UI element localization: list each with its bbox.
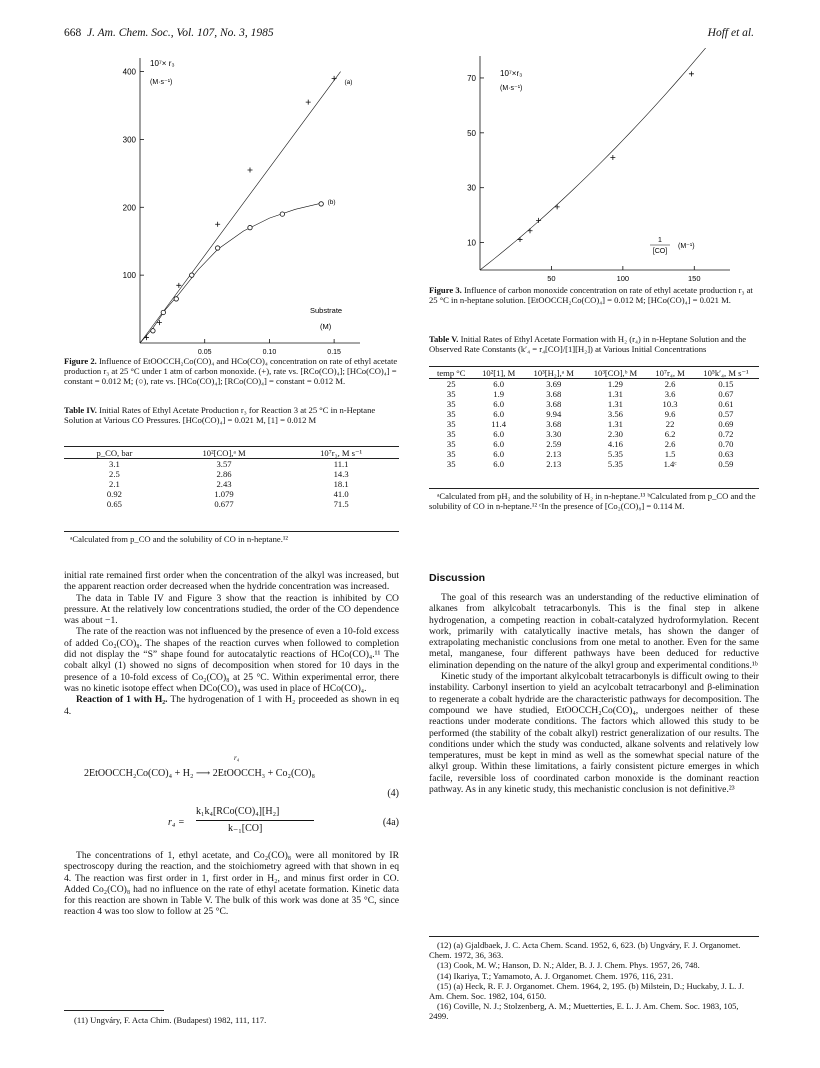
reference-item: (12) (a) Gjaldbaek, J. C. Acta Chem. Scand. 1952, 6, 623. (b) Ungváry, F. J. Organomet. Chem. 1972, 36, 363. <box>429 940 741 961</box>
equation-4-number: (4) <box>387 788 399 799</box>
x-tick-label: 150 <box>688 274 701 283</box>
y-tick-label: 30 <box>467 183 476 193</box>
x-axis-label: Substrate <box>310 306 343 315</box>
x-tick-label: 0.15 <box>327 349 341 356</box>
table4-title <box>64 405 399 425</box>
table5-header-4: 10⁷r₄, M <box>647 368 693 379</box>
x-axis-unit: (M) <box>320 322 332 331</box>
table4-cell: 3.57 <box>216 459 232 469</box>
table5-cell: 2.13 <box>546 459 562 469</box>
series-b-point <box>190 273 194 277</box>
table5-row <box>429 419 759 429</box>
table5-cell: 9.94 <box>546 409 562 419</box>
table5-cell: 1.4ᶜ <box>663 459 677 469</box>
equation-4a-number: (4a) <box>382 817 399 828</box>
table5-cell: 35 <box>446 449 456 459</box>
reference-item: (14) Ikariya, T.; Yamamoto, A. J. Organomet. Chem. 1976, 116, 231. <box>437 970 674 981</box>
table4-row <box>64 499 399 509</box>
table5-row <box>429 439 759 449</box>
equation-4a-denominator: k₋₁[CO] <box>228 823 263 834</box>
table5-cell: 6.0 <box>493 399 505 409</box>
data-point <box>610 155 615 160</box>
table5-cell: 22 <box>665 419 675 429</box>
table5-row <box>429 429 759 439</box>
data-point <box>528 228 533 233</box>
page-header <box>64 27 274 39</box>
footnote-11: (11) Ungváry, F. Acta Chim. (Budapest) 1982, 111, 117. <box>74 1015 267 1025</box>
table5-cell: 5.35 <box>607 459 623 469</box>
table5-title <box>429 334 759 354</box>
table4-cell: 0.677 <box>214 499 234 509</box>
figure3-caption-text: Influence of carbon monoxide concentration on rate of ethyl acetate production r₃ at 25 °C in n-heptane solution. [EtOOCCH₂Co(CO)₄] = 0.012 M; [HCo(CO)₄] = 0.021 M. <box>429 285 753 306</box>
y-tick-label: 10 <box>467 238 476 248</box>
table4-cell: 2.86 <box>216 469 232 479</box>
table5-label: Table V. <box>429 334 459 344</box>
figure2-caption <box>64 356 399 387</box>
x-axis-unit: (M⁻¹) <box>678 243 695 250</box>
left-paragraph-4-text: The hydrogenation of 1 with H₂ proceeded as shown in eq 4. <box>64 694 399 717</box>
table4-cell: 14.3 <box>333 469 349 479</box>
table5-top-rule <box>429 366 759 367</box>
table5-cell: 2.13 <box>546 449 562 459</box>
table5-row <box>429 399 759 409</box>
figure3-chart <box>425 48 765 288</box>
reference-item: (15) (a) Heck, R. F. J. Organomet. Chem. 1964, 2, 195. (b) Milstein, D.; Huckaby, J. L. J. Am. Chem. Soc. 1982, 104, 6150. <box>429 980 744 1002</box>
table4-label: Table IV. <box>64 405 97 415</box>
left-paragraph-2: The data in Table IV and Figure 3 show that the reaction is inhibited by CO pressure. At the relatively low concentrations studied, the order of the CO dependence was about −1. <box>64 592 399 627</box>
table5-cell: 0.57 <box>718 409 734 419</box>
table4-cell: 18.1 <box>333 479 349 489</box>
equation-4-text: 2EtOOCCH₂Co(CO)₄ + H₂ ⟶ 2EtOOCCH₃ + Co₂(CO)₈ <box>84 768 315 779</box>
table5-header-0: temp °C <box>429 368 473 379</box>
table5-cell: 0.63 <box>718 449 734 459</box>
discussion-paragraph-1: The goal of this research was an understanding of the reductive elimination of alkanes from alkylcobalt tetracarbonyls. This is the final step in alkene hydrogenation, a competing reaction in cobalt-catalyzed hydroformylation. Recent work, primarily with catalytically inactive metals, has shown the danger of extrapolating mechanistic conclusions from one metal to another. Even for the same metal, manganese, four different pathways have been deduced for reductive elimination depending on the nature of the alkyl group and experimental conditions.¹ᵇ <box>429 592 759 671</box>
table5-cell: 0.67 <box>718 389 734 399</box>
table5-row <box>429 459 759 469</box>
table5-cell: 3.68 <box>546 389 562 399</box>
table4-cell: 11.1 <box>333 459 349 469</box>
figure2-chart <box>60 48 400 358</box>
y-tick-label: 200 <box>122 203 136 213</box>
table5-bottom-rule <box>429 488 759 489</box>
series-a-fit-line <box>140 72 341 343</box>
table5-cell: 35 <box>446 459 456 469</box>
table5-cell: 6.2 <box>664 429 676 439</box>
series-b-label: (b) <box>327 198 336 206</box>
table5-cell: 35 <box>446 429 456 439</box>
table5-cell: 25 <box>446 379 456 389</box>
table5-header-1: 10²[1], M <box>473 368 523 379</box>
table5-cell: 3.68 <box>546 399 562 409</box>
table4-cell: 71.5 <box>333 499 349 509</box>
equation-4a-lhs: r₄ = <box>168 817 185 828</box>
table5-cell: 2.6 <box>664 379 676 389</box>
table5-cell: 3.68 <box>546 419 562 429</box>
y-axis-unit: (M·s⁻¹) <box>150 79 173 86</box>
table4-bottom-rule <box>64 531 399 532</box>
table5-cell: 35 <box>446 419 456 429</box>
table5-footnote: ᵃCalculated from pH₂ and the solubility of H₂ in n-heptane.¹³ ᵇCalculated from p_CO and the solubility of CO in n-heptane.¹² ᶜIn the presence of [Co₂(CO)₈] = 0.114 M. <box>429 491 756 512</box>
table5-cell: 3.56 <box>607 409 623 419</box>
table5-cell: 11.4 <box>491 419 507 429</box>
table5-cell: 3.6 <box>664 389 676 399</box>
table5-cell: 0.59 <box>718 459 734 469</box>
table5-cell: 0.15 <box>718 379 734 389</box>
table4-cell: 2.1 <box>109 479 120 489</box>
data-point <box>536 218 541 223</box>
y-axis-label: 10⁷× r₃ <box>150 59 175 68</box>
left-paragraph-4 <box>64 694 399 717</box>
table5-cell: 35 <box>446 389 456 399</box>
table5-cell: 3.30 <box>546 429 562 439</box>
x-axis-label-denominator: [CO] <box>652 248 668 255</box>
series-a-point <box>176 283 181 288</box>
table4-cell: 3.1 <box>109 459 120 469</box>
table5-cell: 1.29 <box>607 379 623 389</box>
table5-header-2: 10³[H₂],ᵃ M <box>524 368 584 379</box>
table4-cell: 41.0 <box>333 489 349 499</box>
table5-cell: 6.0 <box>493 409 505 419</box>
table5-cell: 6.0 <box>493 379 505 389</box>
table5-cell: 1.31 <box>607 419 623 429</box>
series-a-label: (a) <box>344 78 353 86</box>
reference-item: (16) Coville, N. J.; Stolzenberg, A. M.; Muetterties, E. L. J. Am. Chem. Soc. 1983, 105, 2499. <box>429 1001 739 1022</box>
table5-cell: 10.3 <box>662 399 678 409</box>
table5-cell: 2.6 <box>664 439 676 449</box>
table5-cell: 2.30 <box>607 429 623 439</box>
equation-4-arrow-label: r₄ <box>234 754 240 762</box>
table5-cell: 1.5 <box>664 449 676 459</box>
table5-cell: 1.31 <box>607 399 623 409</box>
series-a-point <box>332 76 337 81</box>
table5-row <box>429 449 759 459</box>
series-b-point <box>319 202 323 206</box>
equation-4 <box>64 754 399 799</box>
section-heading-h2: Reaction of 1 with H₂. <box>76 694 168 706</box>
table5-cell: 4.16 <box>607 439 623 449</box>
series-b-point <box>280 212 284 216</box>
figure3-caption <box>429 285 759 305</box>
page-number: 668 <box>64 27 82 39</box>
table4-title-text: Initial Rates of Ethyl Acetate Production r₃ for Reaction 3 at 25 °C in n-Heptane Solution at Various CO Pressures. [HCo(CO)₄] = 0.021 M, [1] = 0.012 M <box>64 405 376 426</box>
left-paragraph-1: initial rate remained first order when the concentration of the alkyl was increased, but the apparent reaction order decreased when the hydride concentration was increased. <box>64 570 399 593</box>
y-tick-label: 70 <box>467 73 476 83</box>
discussion-body <box>429 592 759 795</box>
figure2-caption-text: Influence of EtOOCCH₂Co(CO)₄ and HCo(CO)₄ concentration on rate of ethyl acetate production r₃ at 25 °C under 1 atm of carbon monoxide. (+), rate vs. [RCo(CO)₄]; [HCo(CO)₄] = constant = 0.012 M; (○), rate vs. [HCo(CO)₄]; [RCo(CO)₄] = constant = 0.012 M. <box>64 356 398 387</box>
series-a-point <box>248 167 253 172</box>
table4-cell: 2.5 <box>109 469 120 479</box>
table5-cell: 35 <box>446 409 456 419</box>
left-body-text <box>64 570 399 717</box>
x-tick-label: 100 <box>616 274 630 283</box>
table5 <box>429 368 759 469</box>
header-authors: Hoff et al. <box>707 27 754 39</box>
y-axis-label: 10⁷×r₃ <box>500 69 523 78</box>
equation-4a <box>64 806 399 840</box>
x-tick-label: 50 <box>547 274 556 283</box>
table5-cell: 35 <box>446 399 456 409</box>
y-tick-label: 400 <box>122 67 136 77</box>
discussion-paragraph-2: Kinetic study of the important alkylcobalt tetracarbonyls is difficult owing to their instability. Carbonyl insertion to yield an acylcobalt tetracarbonyl and β-elimination to regenerate a cobalt hydride are the characteristic pathways for decomposition. The compound we have studied, EtOOCCH₂Co(CO)₄, undergoes neither of these reactions under moderate conditions. The factors which allowed this study to be performed (the stability of the cobalt alkyl) restrict generalization of our results. The conditions under which the study was conducted, alkane solvents and relatively low temperatures, must be kept in mind as well as the somewhat special nature of the alkyl group. Within these limitations, a fairly consistent picture emerges in which facile, reversible loss of coordinated carbon monoxide is the dominant reaction pathway. As in any kinetic study, this mechanistic conclusion is not definitive.²³ <box>429 671 759 796</box>
table4-footnote: ᵃCalculated from p_CO and the solubility of CO in n-heptane.¹² <box>70 534 289 544</box>
table5-cell: 6.0 <box>493 429 505 439</box>
table5-cell: 0.61 <box>718 399 734 409</box>
data-point <box>555 204 560 209</box>
table5-header-5: 10⁵k′₄, M s⁻¹ <box>693 368 759 379</box>
figure2-caption-label: Figure 2. <box>64 356 97 366</box>
table4-row <box>64 479 399 489</box>
data-point <box>689 71 694 76</box>
journal-citation: J. Am. Chem. Soc., Vol. 107, No. 3, 1985 <box>87 27 274 39</box>
table4-row <box>64 489 399 499</box>
series-b-fit-curve <box>140 203 321 343</box>
reference-item: (13) Cook, M. W.; Hanson, D. N.; Alder, B. J. J. Chem. Phys. 1957, 26, 748. <box>437 960 700 971</box>
table4-header-0: p_CO, bar <box>64 448 165 459</box>
references-list <box>429 940 759 1022</box>
table4-header-2: 10⁷r₃, M s⁻¹ <box>283 448 399 459</box>
figure3-caption-label: Figure 3. <box>429 285 462 295</box>
x-tick-label: 0.05 <box>197 349 212 356</box>
table4-cell: 0.92 <box>106 489 122 499</box>
series-a-point <box>306 100 311 105</box>
table4-row <box>64 469 399 479</box>
fit-curve <box>480 48 723 270</box>
table5-row <box>429 409 759 419</box>
equation-4a-numerator: k₁k₄[RCo(CO)₄][H₂] <box>196 806 280 817</box>
table5-cell: 2.59 <box>546 439 562 449</box>
series-a-point <box>215 222 220 227</box>
right-footnote-rule <box>429 936 759 937</box>
equation-4a-fraction-bar <box>196 820 314 821</box>
series-b-point <box>174 297 178 301</box>
table5-cell: 1.31 <box>607 389 623 399</box>
table4-row <box>64 459 399 470</box>
table5-cell: 6.0 <box>493 459 505 469</box>
table5-cell: 35 <box>446 439 456 449</box>
table5-cell: 9.6 <box>664 409 676 419</box>
left-paragraph-3: The rate of the reaction was not influenced by the presence of even a 10-fold excess of added Co₂(CO)₈. The shapes of the reaction curves when followed to completion did not display the “S” shape found for autocatalytic reactions of HCo(CO)₄.¹¹ The cobalt alkyl (1) showed no signs of decomposition when stored for 10 days in the presence of a 10-fold excess of Co₂(CO)₈ at 25 °C. Within experimental error, there was no kinetic isotope effect when DCo(CO)₄ was used in place of HCo(CO)₄. <box>64 626 399 694</box>
discussion-heading: Discussion <box>429 572 486 584</box>
table5-cell: 6.0 <box>493 439 505 449</box>
y-tick-label: 100 <box>122 271 136 281</box>
left-footnote-rule <box>64 1010 164 1011</box>
series-b-point <box>161 310 165 314</box>
table4 <box>64 448 399 509</box>
table5-cell: 6.0 <box>493 449 505 459</box>
table4-header-1: 10²[CO],ᵃ M <box>165 448 283 459</box>
table4-cell: 1.079 <box>214 489 234 499</box>
x-axis-label-numerator: 1 <box>658 237 662 244</box>
y-axis-unit: (M·s⁻¹) <box>500 85 523 92</box>
table4-cell: 0.65 <box>106 499 122 509</box>
table4-top-rule <box>64 446 399 447</box>
table5-row <box>429 389 759 399</box>
data-point <box>518 237 523 242</box>
series-b-point <box>151 329 155 333</box>
table5-title-text: Initial Rates of Ethyl Acetate Formation with H₂ (r₄) in n-Heptane Solution and the Observed Rate Constants (k′₄ = r₄[CO]/[1][H₂]) at Various Initial Concentrations <box>429 334 747 355</box>
table5-cell: 0.72 <box>718 429 734 439</box>
table5-header-3: 10³[CO],ᵇ M <box>584 368 648 379</box>
x-tick-label: 0.10 <box>262 349 277 356</box>
table5-cell: 3.69 <box>546 379 562 389</box>
series-b-point <box>248 225 252 229</box>
series-b-point <box>215 246 219 250</box>
table5-cell: 1.9 <box>493 389 505 399</box>
left-paragraph-5: The concentrations of 1, ethyl acetate, and Co₂(CO)₈ were all monitored by IR spectroscopy during the reaction, and the stoichiometry agreed with that shown in eq 4. The reaction was first order in 1, first order in H₂, and minus first order in CO. Added Co₂(CO)₈ had no influence on the rate of ethyl acetate formation. Kinetic data for this reaction are shown in Table V. The bulk of this work was done at 35 °C, since reaction 4 was too slow to follow at 25 °C. <box>64 850 399 918</box>
y-tick-label: 300 <box>122 135 136 145</box>
y-tick-label: 50 <box>467 128 476 138</box>
table5-cell: 5.35 <box>607 449 623 459</box>
table5-cell: 0.70 <box>718 439 734 449</box>
table4-cell: 2.43 <box>216 479 232 489</box>
table5-cell: 0.69 <box>718 419 734 429</box>
table5-row <box>429 379 759 390</box>
